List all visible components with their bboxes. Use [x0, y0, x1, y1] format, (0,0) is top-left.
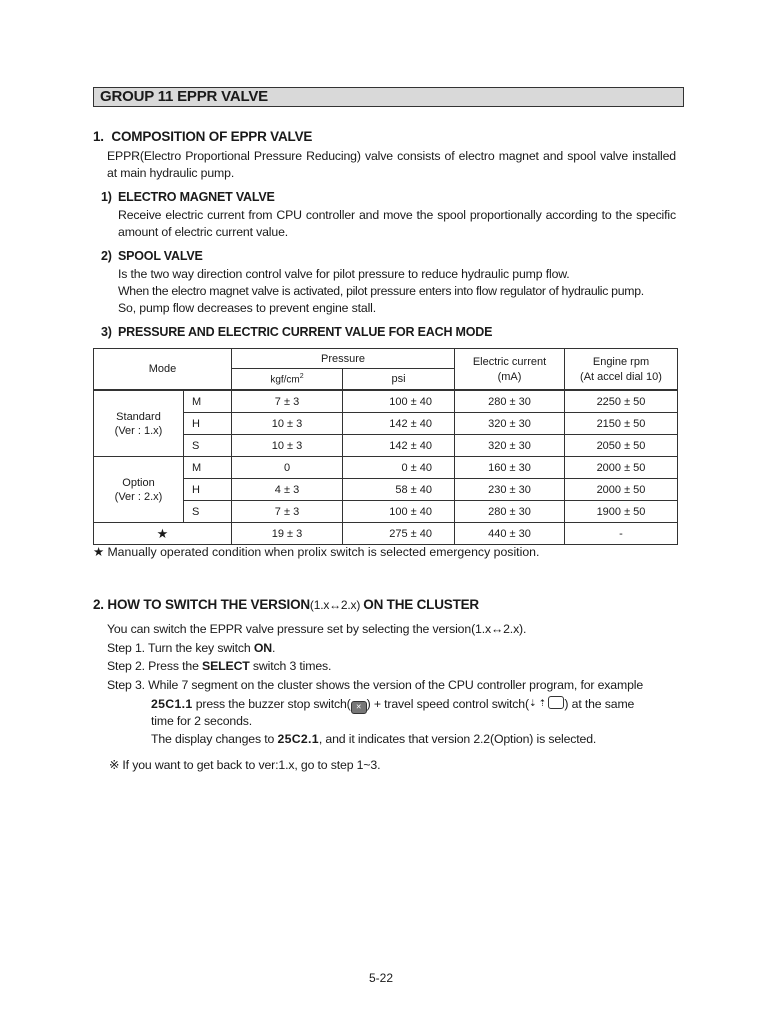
- row-psi: 275 ± 40: [343, 523, 455, 545]
- sub1-title: ELECTRO MAGNET VALVE: [118, 190, 275, 204]
- header-kgf-sup: 2: [299, 372, 304, 380]
- version-selected-text: , and it indicates that version 2.2(Option) is selected.: [318, 732, 597, 746]
- step3-travel-text: ) + travel speed control switch(: [366, 697, 529, 711]
- row-mode: H: [184, 413, 232, 435]
- standard-label-line2: (Ver : 1.x): [114, 424, 163, 437]
- row-rpm: 2150 ± 50: [565, 413, 678, 435]
- tip-note: ※ If you want to get back to ver:1.x, go to step 1~3.: [109, 758, 381, 772]
- header-rpm: [565, 349, 678, 391]
- section2-heading: [93, 597, 479, 612]
- option-label-line2: (Ver : 2.x): [114, 490, 163, 503]
- row-kgf: 0: [232, 457, 343, 479]
- step3-line3: time for 2 seconds.: [151, 714, 253, 728]
- group-title: GROUP 11 EPPR VALVE: [93, 87, 684, 107]
- section2-heading-b: (1.x↔2.x): [309, 598, 364, 612]
- star-note: ★ Manually operated condition when prolix switch is selected emergency position.: [93, 545, 540, 559]
- row-psi: 142 ± 40: [343, 435, 455, 457]
- standard-label-line1: Standard: [116, 410, 161, 423]
- display-changes-text: The display changes to: [151, 732, 278, 746]
- row-rpm: -: [565, 523, 678, 545]
- row-rpm: 2000 ± 50: [565, 457, 678, 479]
- sub1-heading: [101, 190, 275, 204]
- sub3-heading: [101, 325, 492, 339]
- sub2-line1: Is the two way direction control valve for pilot pressure to reduce hydraulic pump flow.: [118, 267, 570, 281]
- sub3-number: 3): [101, 325, 112, 339]
- row-current: 230 ± 30: [455, 479, 565, 501]
- sub1-number: 1): [101, 190, 112, 204]
- buzzer-stop-icon: ✕: [351, 701, 367, 714]
- section2-intro: You can switch the EPPR valve pressure set by selecting the version(1.x↔2.x).: [107, 622, 527, 636]
- step3-same-text: ) at the same: [564, 697, 635, 711]
- sub2-line2: When the electro magnet valve is activated, pilot pressure enters into flow regulator of hydraulic pump.: [118, 284, 644, 298]
- row-kgf: 10 ± 3: [232, 413, 343, 435]
- step1-on: ON: [253, 641, 273, 655]
- step3-line4: [151, 731, 596, 748]
- sub3-title: PRESSURE AND ELECTRIC CURRENT VALUE FOR EACH MODE: [118, 325, 493, 339]
- row-psi: 0 ± 40: [343, 457, 455, 479]
- row-kgf: 19 ± 3: [232, 523, 343, 545]
- step1: [107, 640, 275, 657]
- row-psi: 142 ± 40: [343, 413, 455, 435]
- step1-text: Step 1. Turn the key switch: [107, 641, 254, 655]
- option-label-line1: Option: [122, 476, 155, 489]
- row-mode: H: [184, 479, 232, 501]
- row-mode: S: [184, 501, 232, 523]
- row-rpm: 2000 ± 50: [565, 479, 678, 501]
- row-current: 280 ± 30: [455, 501, 565, 523]
- sub2-line3: So, pump flow decreases to prevent engine stall.: [118, 301, 377, 315]
- section1-title: COMPOSITION OF EPPR VALVE: [111, 129, 313, 144]
- step2-select: SELECT: [202, 659, 250, 673]
- emergency-star-icon: ★: [94, 523, 232, 545]
- step3-line1: Step 3. While 7 segment on the cluster shows the version of the CPU controller program, for example: [107, 678, 644, 692]
- header-rpm-line1: Engine rpm: [592, 355, 650, 368]
- row-psi: 100 ± 40: [343, 390, 455, 413]
- segment-code-2: 25C2.1: [277, 732, 319, 746]
- option-label: [94, 457, 184, 523]
- section2-heading-a: 2. HOW TO SWITCH THE VERSION: [93, 597, 310, 612]
- header-rpm-line2: (At accel dial 10): [580, 370, 662, 383]
- header-kgf: [232, 369, 343, 391]
- row-mode: M: [184, 390, 232, 413]
- step3-line2: [151, 695, 679, 714]
- sub2-heading: [101, 249, 203, 263]
- sub2-number: 2): [101, 249, 112, 263]
- header-kgf-text: kgf/cm: [270, 374, 300, 386]
- row-psi: 58 ± 40: [343, 479, 455, 501]
- section1-heading: [93, 129, 312, 144]
- table-header-row: [94, 349, 678, 369]
- header-mode: Mode: [94, 349, 232, 391]
- travel-switch-icon: [548, 696, 564, 709]
- header-current: [455, 349, 565, 391]
- step1-end: .: [272, 641, 276, 655]
- page-number: 5-22: [369, 971, 394, 985]
- header-pressure: Pressure: [232, 349, 455, 369]
- segment-code-1: 25C1.1: [151, 697, 193, 711]
- sub2-text: [118, 266, 678, 317]
- row-kgf: 7 ± 3: [232, 390, 343, 413]
- row-current: 160 ± 30: [455, 457, 565, 479]
- step2-end: switch 3 times.: [249, 659, 332, 673]
- row-current: 440 ± 30: [455, 523, 565, 545]
- standard-label: [94, 390, 184, 457]
- row-rpm: 2050 ± 50: [565, 435, 678, 457]
- step2-text: Step 2. Press the: [107, 659, 203, 673]
- sub2-title: SPOOL VALVE: [118, 249, 203, 263]
- row-current: 320 ± 30: [455, 435, 565, 457]
- section1-intro: EPPR(Electro Proportional Pressure Reducing) valve consists of electro magnet and spool valve installed at main hydraulic pump.: [107, 149, 676, 180]
- step3-buzzer-text: press the buzzer stop switch(: [192, 697, 351, 711]
- row-current: 280 ± 30: [455, 390, 565, 413]
- row-mode: S: [184, 435, 232, 457]
- table-row: [94, 390, 678, 413]
- section1-number: 1.: [93, 129, 104, 144]
- table-row-emergency: [94, 523, 678, 545]
- section2-heading-c: ON THE CLUSTER: [363, 597, 479, 612]
- row-rpm: 2250 ± 50: [565, 390, 678, 413]
- header-current-line1: Electric current: [472, 355, 547, 368]
- row-kgf: 7 ± 3: [232, 501, 343, 523]
- row-kgf: 4 ± 3: [232, 479, 343, 501]
- row-psi: 100 ± 40: [343, 501, 455, 523]
- sub1-text: Receive electric current from CPU controller and move the spool proportionally according to the specific amount of electric current value.: [118, 208, 676, 239]
- travel-speed-icon: ⇣ ⇡: [528, 698, 549, 708]
- row-rpm: 1900 ± 50: [565, 501, 678, 523]
- step2: [107, 658, 331, 675]
- row-kgf: 10 ± 3: [232, 435, 343, 457]
- header-current-line2: (mA): [497, 370, 522, 383]
- row-current: 320 ± 30: [455, 413, 565, 435]
- header-psi: psi: [343, 369, 455, 391]
- mode-table: [93, 348, 678, 545]
- row-mode: M: [184, 457, 232, 479]
- table-row: [94, 457, 678, 479]
